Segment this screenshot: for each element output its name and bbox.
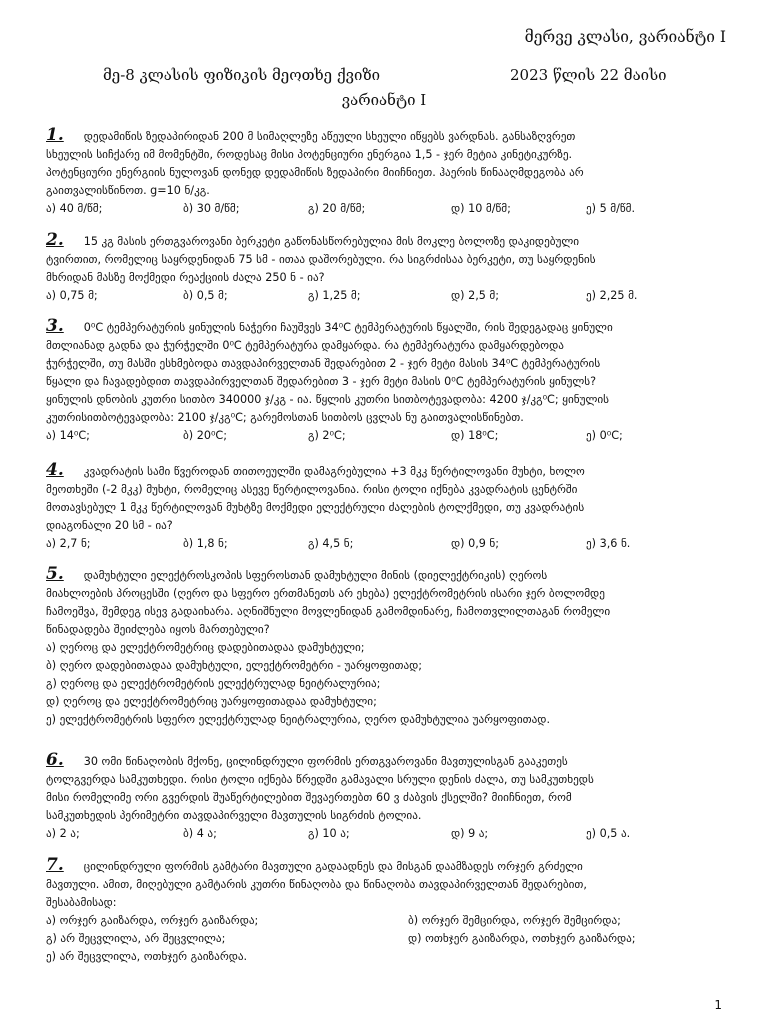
answer-option: ე) 0,5 ა.: [586, 827, 631, 840]
question-number: 1.: [46, 125, 64, 145]
question-text: მხრიდან მასზე მოქმედი რეაქციის ძალა 250 ნ - ია?: [46, 271, 325, 284]
question-text: მავთული. ამით, მიღებული გამტარის კუთრი წინაღობა და წინაღობა თავდაპირველთან შედარებით,: [46, 878, 587, 891]
question-text: დიაგონალი 20 სმ - ია?: [46, 519, 173, 532]
answer-option: ე) ელექტრომეტრის სფერო ელექტრულად ნეიტრალურია, ღერო დამუხტულია უარყოფითად.: [46, 713, 551, 726]
answer-option: გ) 4,5 ნ;: [308, 537, 354, 550]
variant-header: მერვე კლასი, ვარიანტი I: [524, 28, 726, 46]
page-number: 1: [714, 998, 722, 1012]
answer-option: ბ) ორჯერ შემცირდა, ორჯერ შემცირდა;: [408, 914, 621, 927]
answer-option: ა) 0,75 მ;: [46, 289, 98, 302]
question-number: 2.: [46, 230, 64, 250]
question-6: [46, 752, 726, 843]
question-text: 30 ომი წინაღობის მქონე, ცილინდრული ფორმის ერთგვაროვანი მავთულისგან გააკეთეს: [83, 755, 568, 768]
question-text: ტვირთით, რომელიც საყრდენიდან 75 სმ - ითაა დაშორებული. რა სიგრძისაა ბერკეტი, თუ საყრდენის: [46, 253, 596, 266]
answer-option: დ) 10 მ/წმ;: [451, 202, 511, 215]
question-2: [46, 232, 726, 305]
question-7: [46, 857, 726, 966]
question-text: შესაბამისად:: [46, 896, 117, 909]
question-number: 4.: [46, 460, 64, 480]
question-text: დამუხტული ელექტროსკოპის სფეროსთან დამუხტული მინის (დიელექტრიკის) ღეროს: [83, 569, 548, 582]
question-text: დედამიწის ზედაპირიდან 200 მ სიმაღლეზე აწეული სხეული იწყებს ვარდნას. განსაზღვრეთ: [83, 130, 576, 143]
question-number: 6.: [46, 750, 64, 770]
question-text: მისი რომელიმე ორი გვერდის შუაწერტილებით შევაერთებთ 60 ვ ძაბვის ქსელში? მიიჩნიეთ, რომ: [46, 791, 572, 804]
question-text: ჭურჭელში, თუ მასში ესხმებოდა თავდაპირველთან შედარებით 2 - ჯერ მეტი მასის 34⁰C ტემპერატურის: [46, 357, 601, 370]
question-4: [46, 462, 726, 553]
question-3: [46, 318, 726, 445]
answer-option: ა) 2 ა;: [46, 827, 80, 840]
question-text: ტოლგვერდა სამკუთხედი. რისი ტოლი იქნება წრედში გამავალი სრული დენის ძალა, თუ სამკუთხედს: [46, 773, 594, 786]
answer-options-row: [46, 948, 726, 966]
variant-label: ვარიანტი I: [341, 91, 427, 109]
answer-option: ე) 3,6 ნ.: [586, 537, 631, 550]
question-text: ცილინდრული ფორმის გამტარი მავთული გადაადნეს და მისგან დაამზადეს ორჯერ გრძელი: [83, 860, 583, 873]
question-text: მოთავსებულ 1 მკკ წერტილოვან მუხტზე მოქმედი ელექტრული ძალების ტოლქმედი, თუ კვადრატის: [46, 501, 585, 514]
quiz-date: 2023 წლის 22 მაისი: [510, 66, 667, 84]
question-number: 3.: [46, 316, 64, 336]
question-5: [46, 566, 726, 729]
question-text: გაითვალისწინოთ. g=10 ნ/კგ.: [46, 184, 210, 197]
answer-options-row: [46, 930, 726, 948]
answer-option: დ) 0,9 ნ;: [451, 537, 500, 550]
answer-option: დ) ღეროც და ელექტრომეტრიც უარყოფითადაა დამუხტული;: [46, 695, 377, 708]
answer-option: დ) 9 ა;: [451, 827, 489, 840]
answer-option: გ) 20 მ/წმ;: [308, 202, 366, 215]
question-text: მიახლოების პროცესში (ღერო და სფერო ერთმანეთს არ ეხება) ელექტრომეტრის ისარი ჯერ ბოლომდე: [46, 587, 605, 600]
question-text: ჩამოეშვა, შემდეგ ისევ გადაიხარა. აღნიშნული მოვლენიდან გამომდინარე, ჩამოთვლილთაგან რომელი: [46, 605, 611, 618]
question-text: სამკუთხედის პერიმეტრი თავდაპირველი მავთულის სიგრძის ტოლია.: [46, 809, 422, 822]
question-text: მთლიანად გადნა და ჭურჭელში 0⁰C ტემპერატურა დამყარდა. რა ტემპერატურა დამყარდებოდა: [46, 339, 564, 352]
answer-option: გ) 2⁰C;: [308, 429, 346, 442]
answer-option: ბ) 4 ა;: [183, 827, 217, 840]
question-number: 7.: [46, 855, 64, 875]
answer-option: ე) 2,25 მ.: [586, 289, 638, 302]
answer-option: ა) 2,7 ნ;: [46, 537, 91, 550]
answer-option: ა) 14⁰C;: [46, 429, 90, 442]
answer-option: გ) არ შეცვლილა, არ შეცვლილა;: [46, 932, 226, 945]
question-text: ყინულის დნობის კუთრი სითბო 340000 ჯ/კგ - ია. წყლის კუთრი სითბოტევადობა: 4200 ჯ/კგ⁰C; ყინულის: [46, 393, 610, 406]
answer-option: ბ) 1,8 ნ;: [183, 537, 228, 550]
answer-option: დ) 2,5 მ;: [451, 289, 500, 302]
question-1: [46, 127, 726, 218]
answer-options-row: [46, 912, 726, 930]
answer-options: [46, 427, 726, 445]
answer-option: დ) ოთხჯერ გაიზარდა, ოთხჯერ გაიზარდა;: [408, 932, 636, 945]
question-text: მეოთხეში (-2 მკკ) მუხტი, რომელიც ასევე წერტილოვანია. რისი ტოლი იქნება კვადრატის ცენტრში: [46, 483, 578, 496]
question-text: კვადრატის სამი წვეროდან თითოეულში დამაგრებულია +3 მკკ წერტილოვანი მუხტი, ხოლო: [83, 465, 585, 478]
question-text: კუთრისითბოტევადობა: 2100 ჯ/კგ⁰C; გარემოსთან სითბოს ცვლას ნუ გაითვალისწინებთ.: [46, 411, 524, 424]
answer-option: ა) ორჯერ გაიზარდა, ორჯერ გაიზარდა;: [46, 914, 259, 927]
question-text: წინადადება შეიძლება იყოს მართებული?: [46, 623, 270, 636]
answer-options: [46, 287, 726, 305]
answer-option: ბ) 20⁰C;: [183, 429, 228, 442]
answer-option: გ) 1,25 მ;: [308, 289, 361, 302]
answer-options: [46, 200, 726, 218]
title-row: [0, 66, 768, 86]
answer-option: ე) არ შეცვლილა, ოთხჯერ გაიზარდა.: [46, 950, 248, 963]
answer-option: ბ) 0,5 მ;: [183, 289, 228, 302]
answer-option: გ) 10 ა;: [308, 827, 350, 840]
answer-option: ე) 0⁰C;: [586, 429, 623, 442]
answer-option: ბ) ღერო დადებითადაა დამუხტული, ელექტრომეტრი - უარყოფითად;: [46, 659, 423, 672]
quiz-title: მე-8 კლასის ფიზიკის მეოთხე ქვიზი: [103, 66, 381, 84]
answer-option: ა) 40 მ/წმ;: [46, 202, 103, 215]
answer-options: [46, 535, 726, 553]
question-text: წყალი და ჩავადებდით თავდაპირველთან შედარებით 3 - ჯერ მეტი მასის 0⁰C ტემპერატურის ყინულს?: [46, 375, 597, 388]
question-text: სხეულის სიჩქარე იმ მომენტში, როდესაც მისი პოტენციური ენერგია 1,5 - ჯერ მეტია კინეტიკურზე.: [46, 148, 573, 161]
answer-option: გ) ღეროც და ელექტრომეტრის ელექტრულად ნეიტრალურია;: [46, 677, 381, 690]
question-number: 5.: [46, 564, 64, 584]
answer-option: დ) 18⁰C;: [451, 429, 499, 442]
question-text: 0⁰C ტემპერატურის ყინულის ნაჭერი ჩაუშვეს 34⁰C ტემპერატურის წყალში, რის შედეგადაც ყინული: [83, 321, 613, 334]
answer-option: ა) ღეროც და ელექტრომეტრიც დადებითადაა დამუხტული;: [46, 641, 365, 654]
answer-options: [46, 825, 726, 843]
answer-option: ბ) 30 მ/წმ;: [183, 202, 240, 215]
answer-option: ე) 5 მ/წმ.: [586, 202, 636, 215]
question-text: პოტენციური ენერგიის ნულოვან დონედ დედამიწის ზედაპირი მიიჩნიეთ. ჰაერის წინააღმდეგობა არ: [46, 166, 584, 179]
question-text: 15 კგ მასის ერთგვაროვანი ბერკეტი გაწონასწორებულია მის მოკლე ბოლოზე დაკიდებული: [83, 235, 580, 248]
